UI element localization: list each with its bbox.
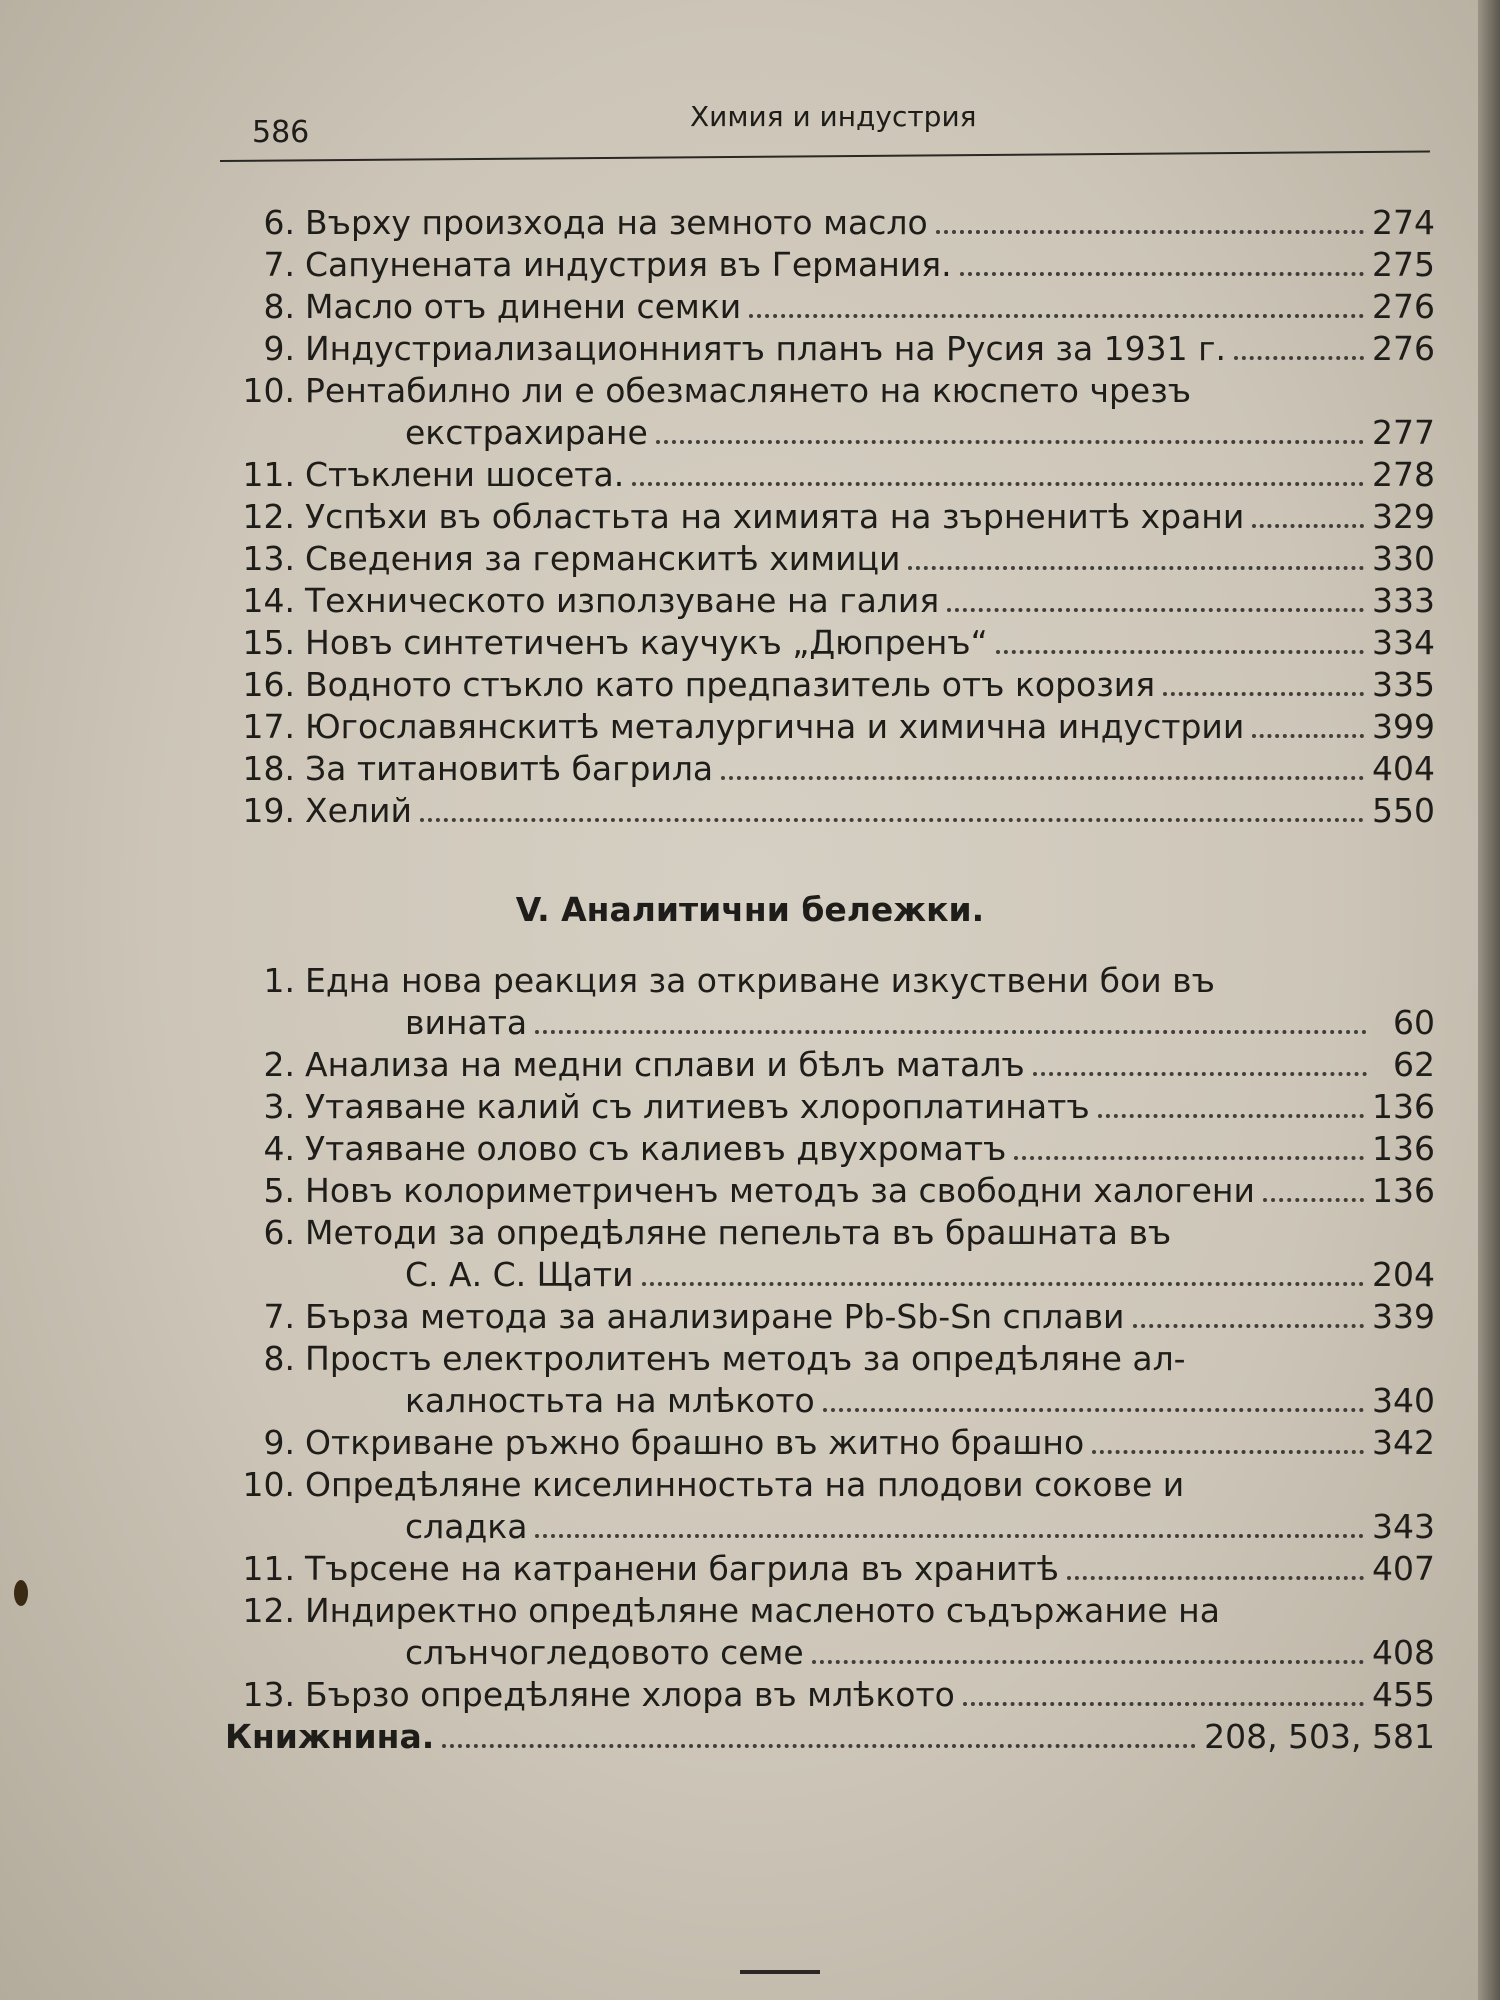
toc-entry-title: Стъклени шосета. xyxy=(305,455,625,494)
toc-entry-number: 11. xyxy=(242,455,295,494)
dot-leader xyxy=(1163,691,1364,696)
page-edge-shadow xyxy=(1478,0,1500,2000)
toc-entry-line xyxy=(225,704,1435,746)
toc-entry xyxy=(225,1588,1435,1672)
toc-entry-line xyxy=(225,200,1435,242)
toc-entry xyxy=(225,1042,1435,1084)
toc-entry-title: Рентабилно ли е обезмаслянето на кюспето чрезъ xyxy=(305,371,1192,410)
toc-entry-title: Хелий xyxy=(305,791,412,830)
toc-entry-page: 274 xyxy=(1372,203,1435,242)
toc-entry-page: 62 xyxy=(1393,1045,1435,1084)
toc-entry-line xyxy=(225,410,1435,452)
page-number: 586 xyxy=(252,115,310,150)
toc-entry-title: Индиректно опредѣляне масленото съдържание на xyxy=(305,1591,1220,1630)
toc-entry xyxy=(225,788,1435,830)
literature-pages: 208, 503, 581 xyxy=(1204,1717,1435,1756)
toc-entry-title: Откриване ръжно брашно въ житно брашно xyxy=(305,1423,1085,1462)
toc-entry-title: Върху произхода на земното масло xyxy=(305,203,928,242)
toc-entry-number: 7. xyxy=(263,245,295,284)
toc-entry-title: Техническото използуване на галия xyxy=(305,581,940,620)
toc-entry-title: Методи за опредѣляне пепельта въ брашната въ xyxy=(305,1213,1172,1252)
toc-entry-number: 6. xyxy=(263,1213,295,1252)
toc-entry-page: 407 xyxy=(1372,1549,1435,1588)
toc-entry-line xyxy=(225,1000,1435,1042)
toc-entry-number: 8. xyxy=(263,287,295,326)
dot-leader xyxy=(1263,1197,1364,1202)
toc-entry-title: Бързо опредѣляне хлора въ млѣкото xyxy=(305,1675,955,1714)
toc-entry-number: 3. xyxy=(263,1087,295,1126)
toc-entry-number: 2. xyxy=(263,1045,295,1084)
toc-entry-page: 343 xyxy=(1372,1507,1435,1546)
toc-entry-line xyxy=(225,1210,1435,1252)
toc-entry xyxy=(225,1336,1435,1420)
toc-entry-page: 136 xyxy=(1372,1129,1435,1168)
toc-entry xyxy=(225,1126,1435,1168)
toc-entry-number: 17. xyxy=(242,707,295,746)
toc-entry-line xyxy=(225,1294,1435,1336)
toc-entry-number: 14. xyxy=(242,581,295,620)
toc-entry-title: За титановитѣ багрила xyxy=(305,749,714,788)
toc-entry xyxy=(225,958,1435,1042)
dot-leader xyxy=(960,271,1364,276)
toc-entry-line xyxy=(225,1672,1435,1714)
toc-entry-page: 404 xyxy=(1372,749,1435,788)
dot-leader xyxy=(947,607,1364,612)
toc-entry-number: 18. xyxy=(242,749,295,788)
dot-leader xyxy=(1067,1575,1364,1580)
toc-section-v xyxy=(225,958,1435,1756)
toc-entry-title: сладка xyxy=(405,1507,528,1546)
dot-leader xyxy=(420,817,1364,822)
toc-entry-page: 333 xyxy=(1372,581,1435,620)
dot-leader xyxy=(1234,355,1364,360)
toc-entry-number: 10. xyxy=(242,371,295,410)
toc-entry-line xyxy=(225,1252,1435,1294)
toc-entry-title: Масло отъ динени семки xyxy=(305,287,742,326)
dot-leader xyxy=(1092,1449,1364,1454)
toc-entry-title: С. А. С. Щати xyxy=(405,1255,634,1294)
dot-leader xyxy=(812,1659,1364,1664)
toc-entry xyxy=(225,1546,1435,1588)
toc-entry xyxy=(225,1210,1435,1294)
toc-entry-number: 8. xyxy=(263,1339,295,1378)
toc-entry-title: Новъ синтетиченъ каучукъ „Дюпренъ“ xyxy=(305,623,988,662)
toc-entry-title: Опредѣляне киселинностьта на плодови сокове и xyxy=(305,1465,1185,1504)
toc-entry-line xyxy=(225,368,1435,410)
toc-entry-number: 1. xyxy=(263,961,295,1000)
toc-entry-number: 12. xyxy=(242,1591,295,1630)
dot-leader xyxy=(936,229,1364,234)
toc-entry-number: 9. xyxy=(263,1423,295,1462)
toc-entry xyxy=(225,1672,1435,1714)
toc-entry-title: Новъ колориметриченъ методъ за свободни халогени xyxy=(305,1171,1255,1210)
toc-entry-page: 275 xyxy=(1372,245,1435,284)
literature-label: Книжнина. xyxy=(225,1717,435,1756)
toc-entry-title: Утаяване калий съ литиевъ хлороплатинатъ xyxy=(305,1087,1090,1126)
toc-entry xyxy=(225,704,1435,746)
toc-entry-title: Търсене на катранени багрила въ хранитѣ xyxy=(305,1549,1059,1588)
toc-entry-number: 15. xyxy=(242,623,295,662)
toc-entry-page: 277 xyxy=(1372,413,1435,452)
toc-entry xyxy=(225,536,1435,578)
toc-entry xyxy=(225,284,1435,326)
dot-leader xyxy=(656,439,1364,444)
toc-entry xyxy=(225,1420,1435,1462)
toc-entry-page: 340 xyxy=(1372,1381,1435,1420)
toc-entry-title: Анализа на медни сплави и бѣлъ маталъ xyxy=(305,1045,1025,1084)
toc-entry-title: Бърза метода за анализиране Pb-Sb-Sn сплави xyxy=(305,1297,1125,1336)
toc-entry-number: 13. xyxy=(242,539,295,578)
toc-entry-line xyxy=(225,1588,1435,1630)
toc-entry-page: 329 xyxy=(1372,497,1435,536)
toc-entry-line xyxy=(225,662,1435,704)
toc-entry-line xyxy=(225,1336,1435,1378)
toc-entry-line xyxy=(225,1168,1435,1210)
toc-entry-number: 13. xyxy=(242,1675,295,1714)
toc-entry-number: 6. xyxy=(263,203,295,242)
dot-leader xyxy=(908,565,1364,570)
dot-leader xyxy=(963,1701,1364,1706)
toc-entry-number: 16. xyxy=(242,665,295,704)
toc-entry-page: 550 xyxy=(1372,791,1435,830)
toc-entry-page: 342 xyxy=(1372,1423,1435,1462)
dot-leader xyxy=(535,1029,1367,1034)
dot-leader xyxy=(442,1743,1196,1748)
toc-entry-line xyxy=(225,326,1435,368)
toc-entry xyxy=(225,242,1435,284)
toc-entry-line xyxy=(225,620,1435,662)
toc-entry xyxy=(225,620,1435,662)
toc-entry xyxy=(225,1168,1435,1210)
toc-entry-line xyxy=(225,1504,1435,1546)
toc-entry-line xyxy=(225,1630,1435,1672)
toc-entry-page: 136 xyxy=(1372,1171,1435,1210)
toc-section-iv xyxy=(225,200,1435,830)
toc-entry-number: 19. xyxy=(242,791,295,830)
toc-entry xyxy=(225,200,1435,242)
toc-entry-page: 204 xyxy=(1372,1255,1435,1294)
toc-entry-line xyxy=(225,578,1435,620)
toc-entry-title: слънчогледовото семе xyxy=(405,1633,804,1672)
toc-entry-title: екстрахиране xyxy=(405,413,648,452)
dot-leader xyxy=(1252,733,1364,738)
bottom-mark xyxy=(740,1970,820,1974)
toc-entry xyxy=(225,578,1435,620)
dot-leader xyxy=(632,481,1364,486)
running-title: Химия и индустрия xyxy=(690,100,977,133)
dot-leader xyxy=(721,775,1364,780)
toc-entry-title: Утаяване олово съ калиевъ двухроматъ xyxy=(305,1129,1007,1168)
toc-entry xyxy=(225,746,1435,788)
dot-leader xyxy=(1033,1071,1367,1076)
toc-entry-title: Водното стъкло като предпазитель отъ корозия xyxy=(305,665,1156,704)
toc-entry-page: 339 xyxy=(1372,1297,1435,1336)
dot-leader xyxy=(1252,523,1364,528)
toc-entry xyxy=(225,662,1435,704)
toc-entry-line xyxy=(225,958,1435,1000)
dot-leader xyxy=(823,1407,1364,1412)
toc-entry-line xyxy=(225,1084,1435,1126)
toc-entry-title: Индустриализационниятъ планъ на Русия за 1931 г. xyxy=(305,329,1226,368)
toc-entry-line xyxy=(225,1462,1435,1504)
ink-stain xyxy=(14,1580,28,1606)
toc-entry xyxy=(225,452,1435,494)
toc-entry-page: 276 xyxy=(1372,287,1435,326)
toc-entry-line xyxy=(225,746,1435,788)
toc-entry-line xyxy=(225,1042,1435,1084)
section-v-title: V. Аналитични бележки. xyxy=(515,890,985,929)
toc-entry-page: 276 xyxy=(1372,329,1435,368)
toc-entry-line xyxy=(225,452,1435,494)
toc-entry-line xyxy=(225,536,1435,578)
toc-entry-title: Сведения за германскитѣ химици xyxy=(305,539,901,578)
toc-entry xyxy=(225,1294,1435,1336)
toc-entry-page: 335 xyxy=(1372,665,1435,704)
dot-leader xyxy=(1133,1323,1365,1328)
dot-leader xyxy=(996,649,1364,654)
toc-entry xyxy=(225,368,1435,452)
toc-entry xyxy=(225,326,1435,368)
toc-entry-line xyxy=(225,284,1435,326)
toc-entry-page: 136 xyxy=(1372,1087,1435,1126)
toc-entry-page: 330 xyxy=(1372,539,1435,578)
toc-entry-line xyxy=(225,1546,1435,1588)
dot-leader xyxy=(749,313,1364,318)
toc-entry xyxy=(225,1462,1435,1546)
dot-leader xyxy=(642,1281,1364,1286)
toc-entry-page: 278 xyxy=(1372,455,1435,494)
toc-entry-number: 12. xyxy=(242,497,295,536)
toc-entry-line xyxy=(225,1420,1435,1462)
toc-entry xyxy=(225,1084,1435,1126)
toc-entry-line xyxy=(225,788,1435,830)
dot-leader xyxy=(1014,1155,1364,1160)
toc-entry-number: 11. xyxy=(242,1549,295,1588)
dot-leader xyxy=(535,1533,1364,1538)
toc-entry xyxy=(225,494,1435,536)
toc-entry-number: 5. xyxy=(263,1171,295,1210)
toc-entry-line xyxy=(225,1378,1435,1420)
toc-entry-number: 9. xyxy=(263,329,295,368)
dot-leader xyxy=(1098,1113,1364,1118)
toc-entry-title: Сапунената индустрия въ Германия. xyxy=(305,245,952,284)
toc-entry-number: 7. xyxy=(263,1297,295,1336)
toc-entry-line xyxy=(225,494,1435,536)
toc-entry-title: Простъ електролитенъ методъ за опредѣляне ал- xyxy=(305,1339,1186,1378)
toc-entry-page: 408 xyxy=(1372,1633,1435,1672)
toc-entry-number: 4. xyxy=(263,1129,295,1168)
toc-entry-title: Една нова реакция за откриване изкуствени бои въ xyxy=(305,961,1215,1000)
toc-entry-title: вината xyxy=(405,1003,528,1042)
toc-entry-page: 399 xyxy=(1372,707,1435,746)
toc-entry-number: 10. xyxy=(242,1465,295,1504)
literature-line xyxy=(225,1714,1435,1756)
toc-entry-title: калностьта на млѣкото xyxy=(405,1381,815,1420)
toc-entry-title: Югославянскитѣ металургична и химична индустрии xyxy=(305,707,1245,746)
toc-entry-page: 455 xyxy=(1372,1675,1435,1714)
toc-entry-title: Успѣхи въ областьта на химията на зърненитѣ храни xyxy=(305,497,1245,536)
toc-entry-line xyxy=(225,1126,1435,1168)
toc-entry-line xyxy=(225,242,1435,284)
toc-entry-page: 60 xyxy=(1393,1003,1435,1042)
toc-entry-page: 334 xyxy=(1372,623,1435,662)
